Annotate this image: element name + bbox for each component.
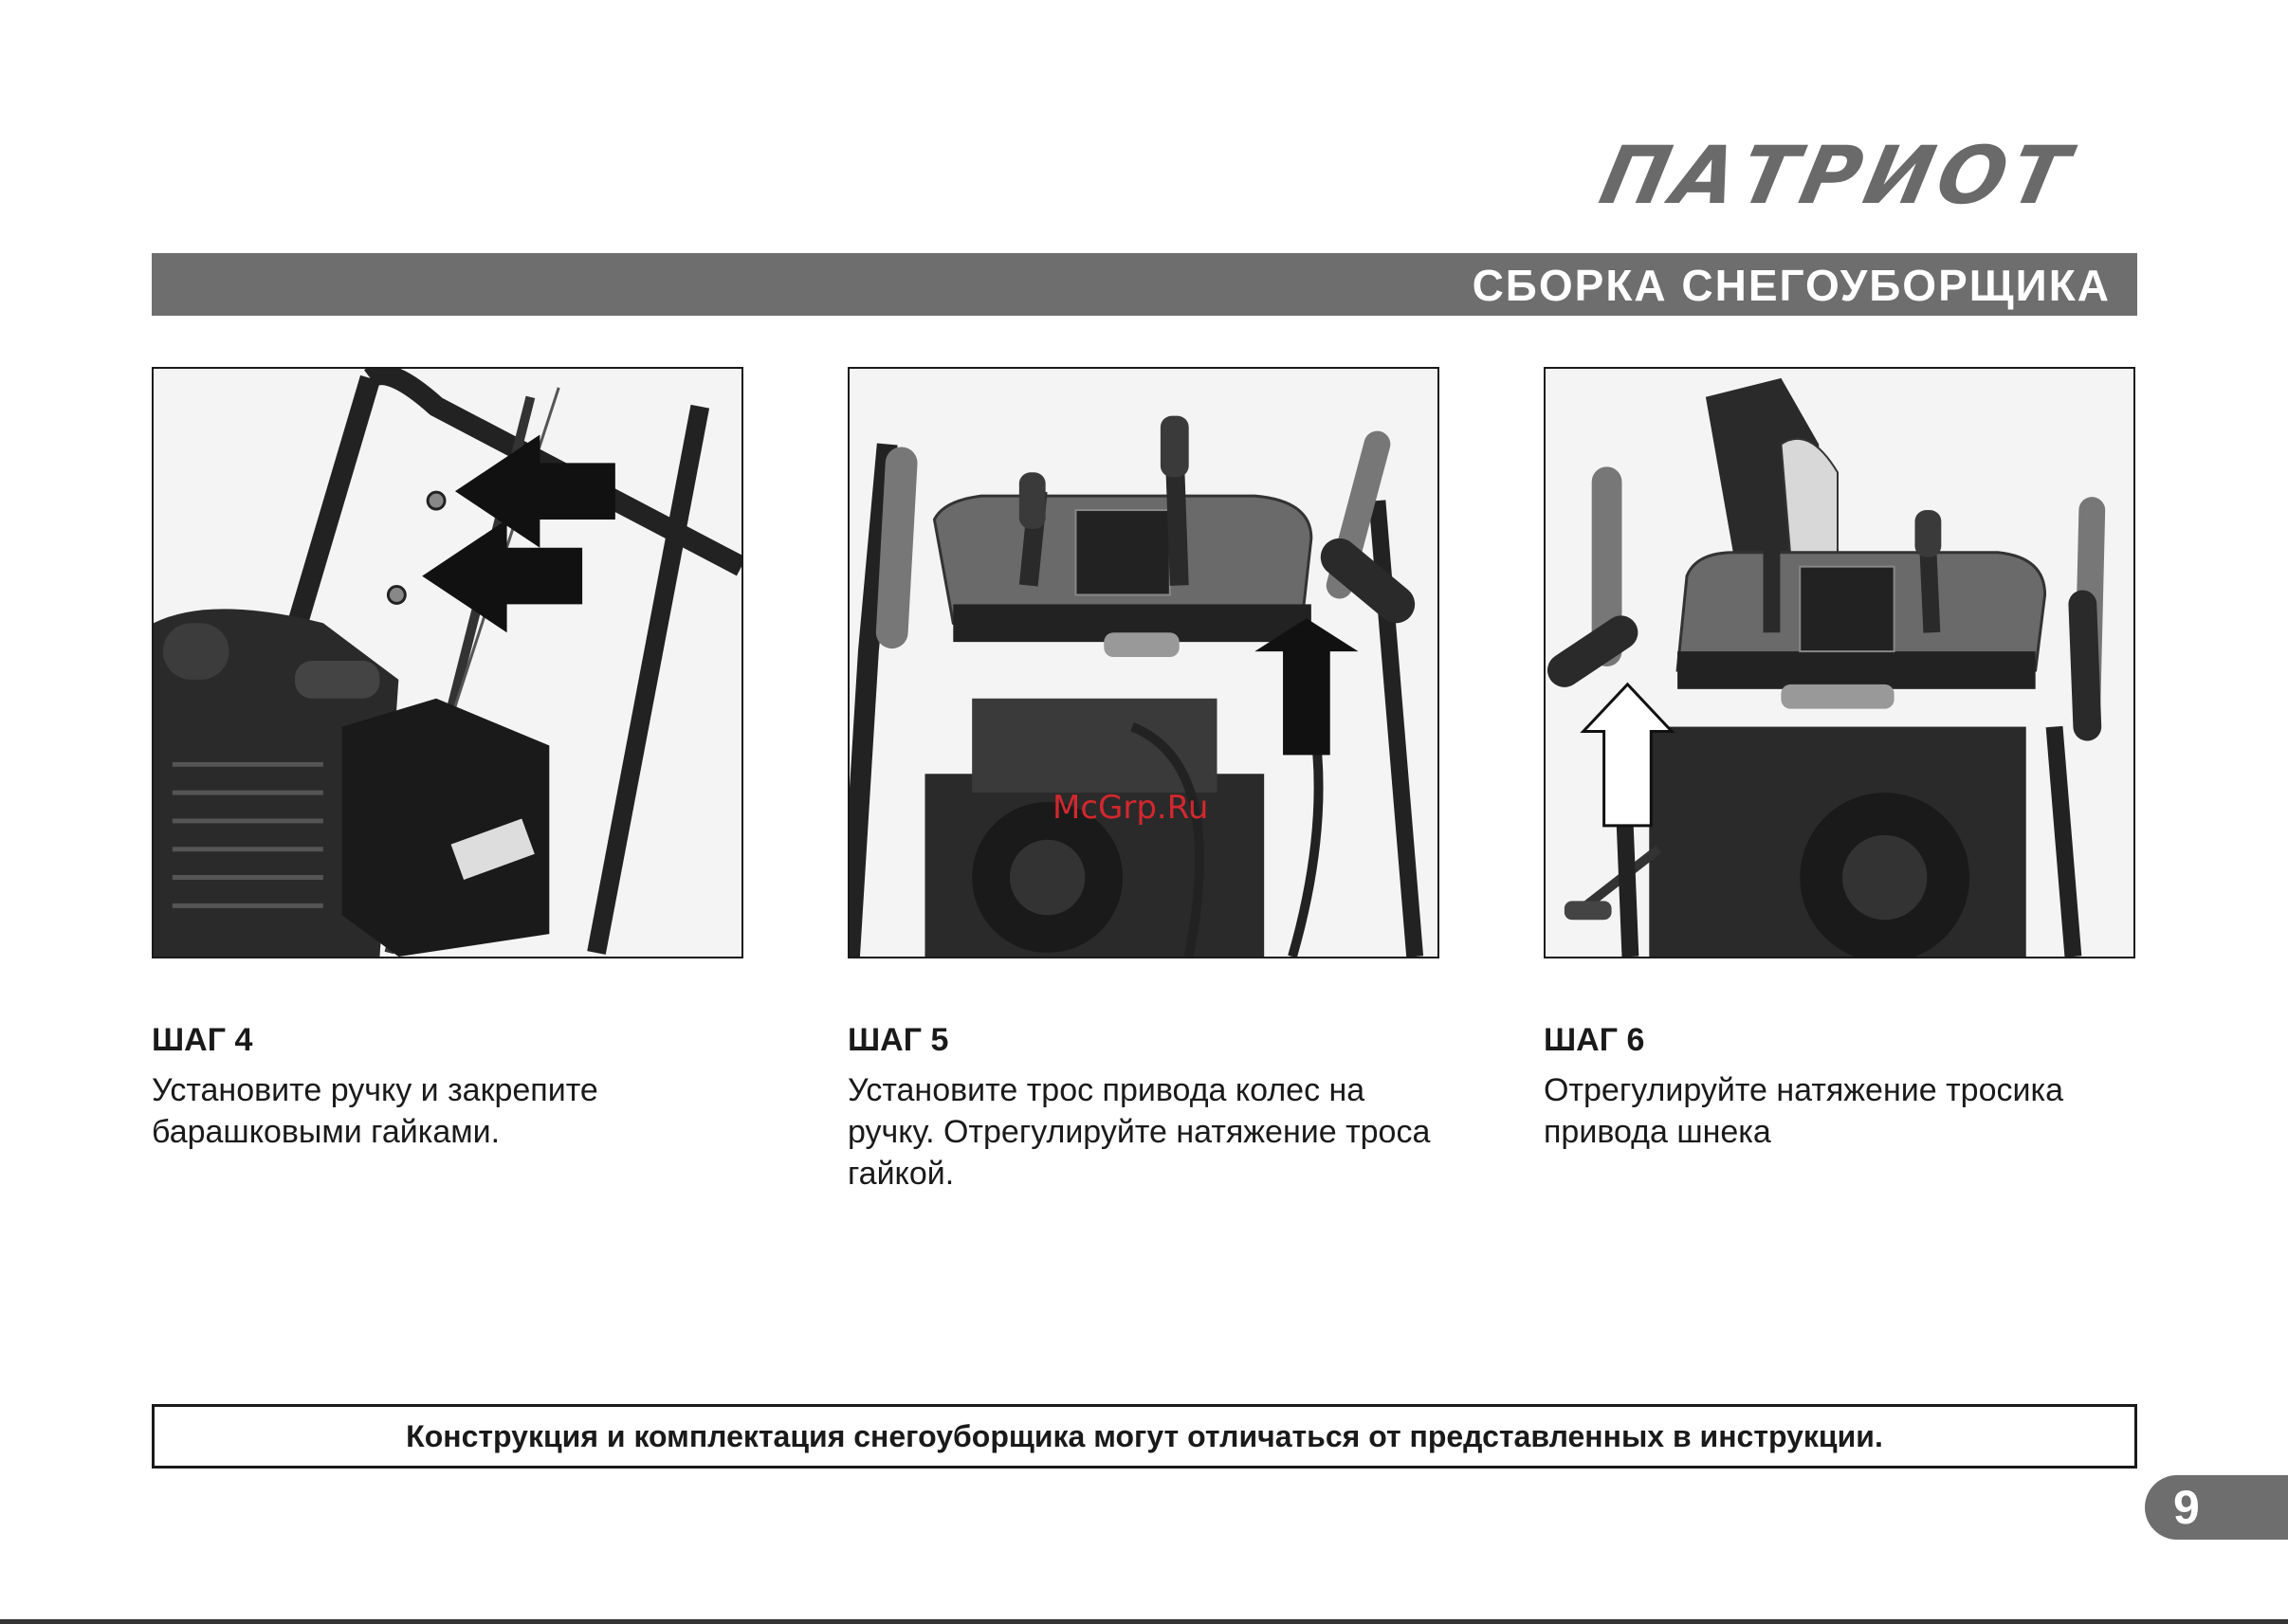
bottom-rule (0, 1619, 2288, 1624)
section-banner (152, 253, 2137, 316)
step-5-photo (848, 367, 1439, 958)
step-4-heading: ШАГ 4 (152, 1022, 253, 1058)
step-4-text: Установите ручку и закрепите барашковыми гайками. (152, 1072, 598, 1150)
step-4-photo (152, 367, 743, 958)
step-5-heading: ШАГ 5 (848, 1022, 949, 1058)
step-6-heading: ШАГ 6 (1544, 1022, 1645, 1058)
page-number: 9 (2145, 1475, 2288, 1540)
brand-logo: ПАТРИОТ (1592, 129, 2082, 222)
disclaimer-box (152, 1404, 2137, 1469)
step-6-photo (1544, 367, 2135, 958)
disclaimer-text: Конструкция и комплектация снегоуборщика могут отличаться от представленных в инструкции. (406, 1418, 1883, 1453)
section-title: СБОРКА СНЕГОУБОРЩИКА (1472, 261, 2111, 310)
step-6-text: Отрегулируйте натяжение тросика привода шнека (1544, 1072, 2064, 1150)
step-5-text: Установите трос привода колес на ручку. Отрегулируйте натяжение троса гайкой. (848, 1072, 1431, 1192)
watermark: McGrp.Ru (1052, 789, 1209, 827)
